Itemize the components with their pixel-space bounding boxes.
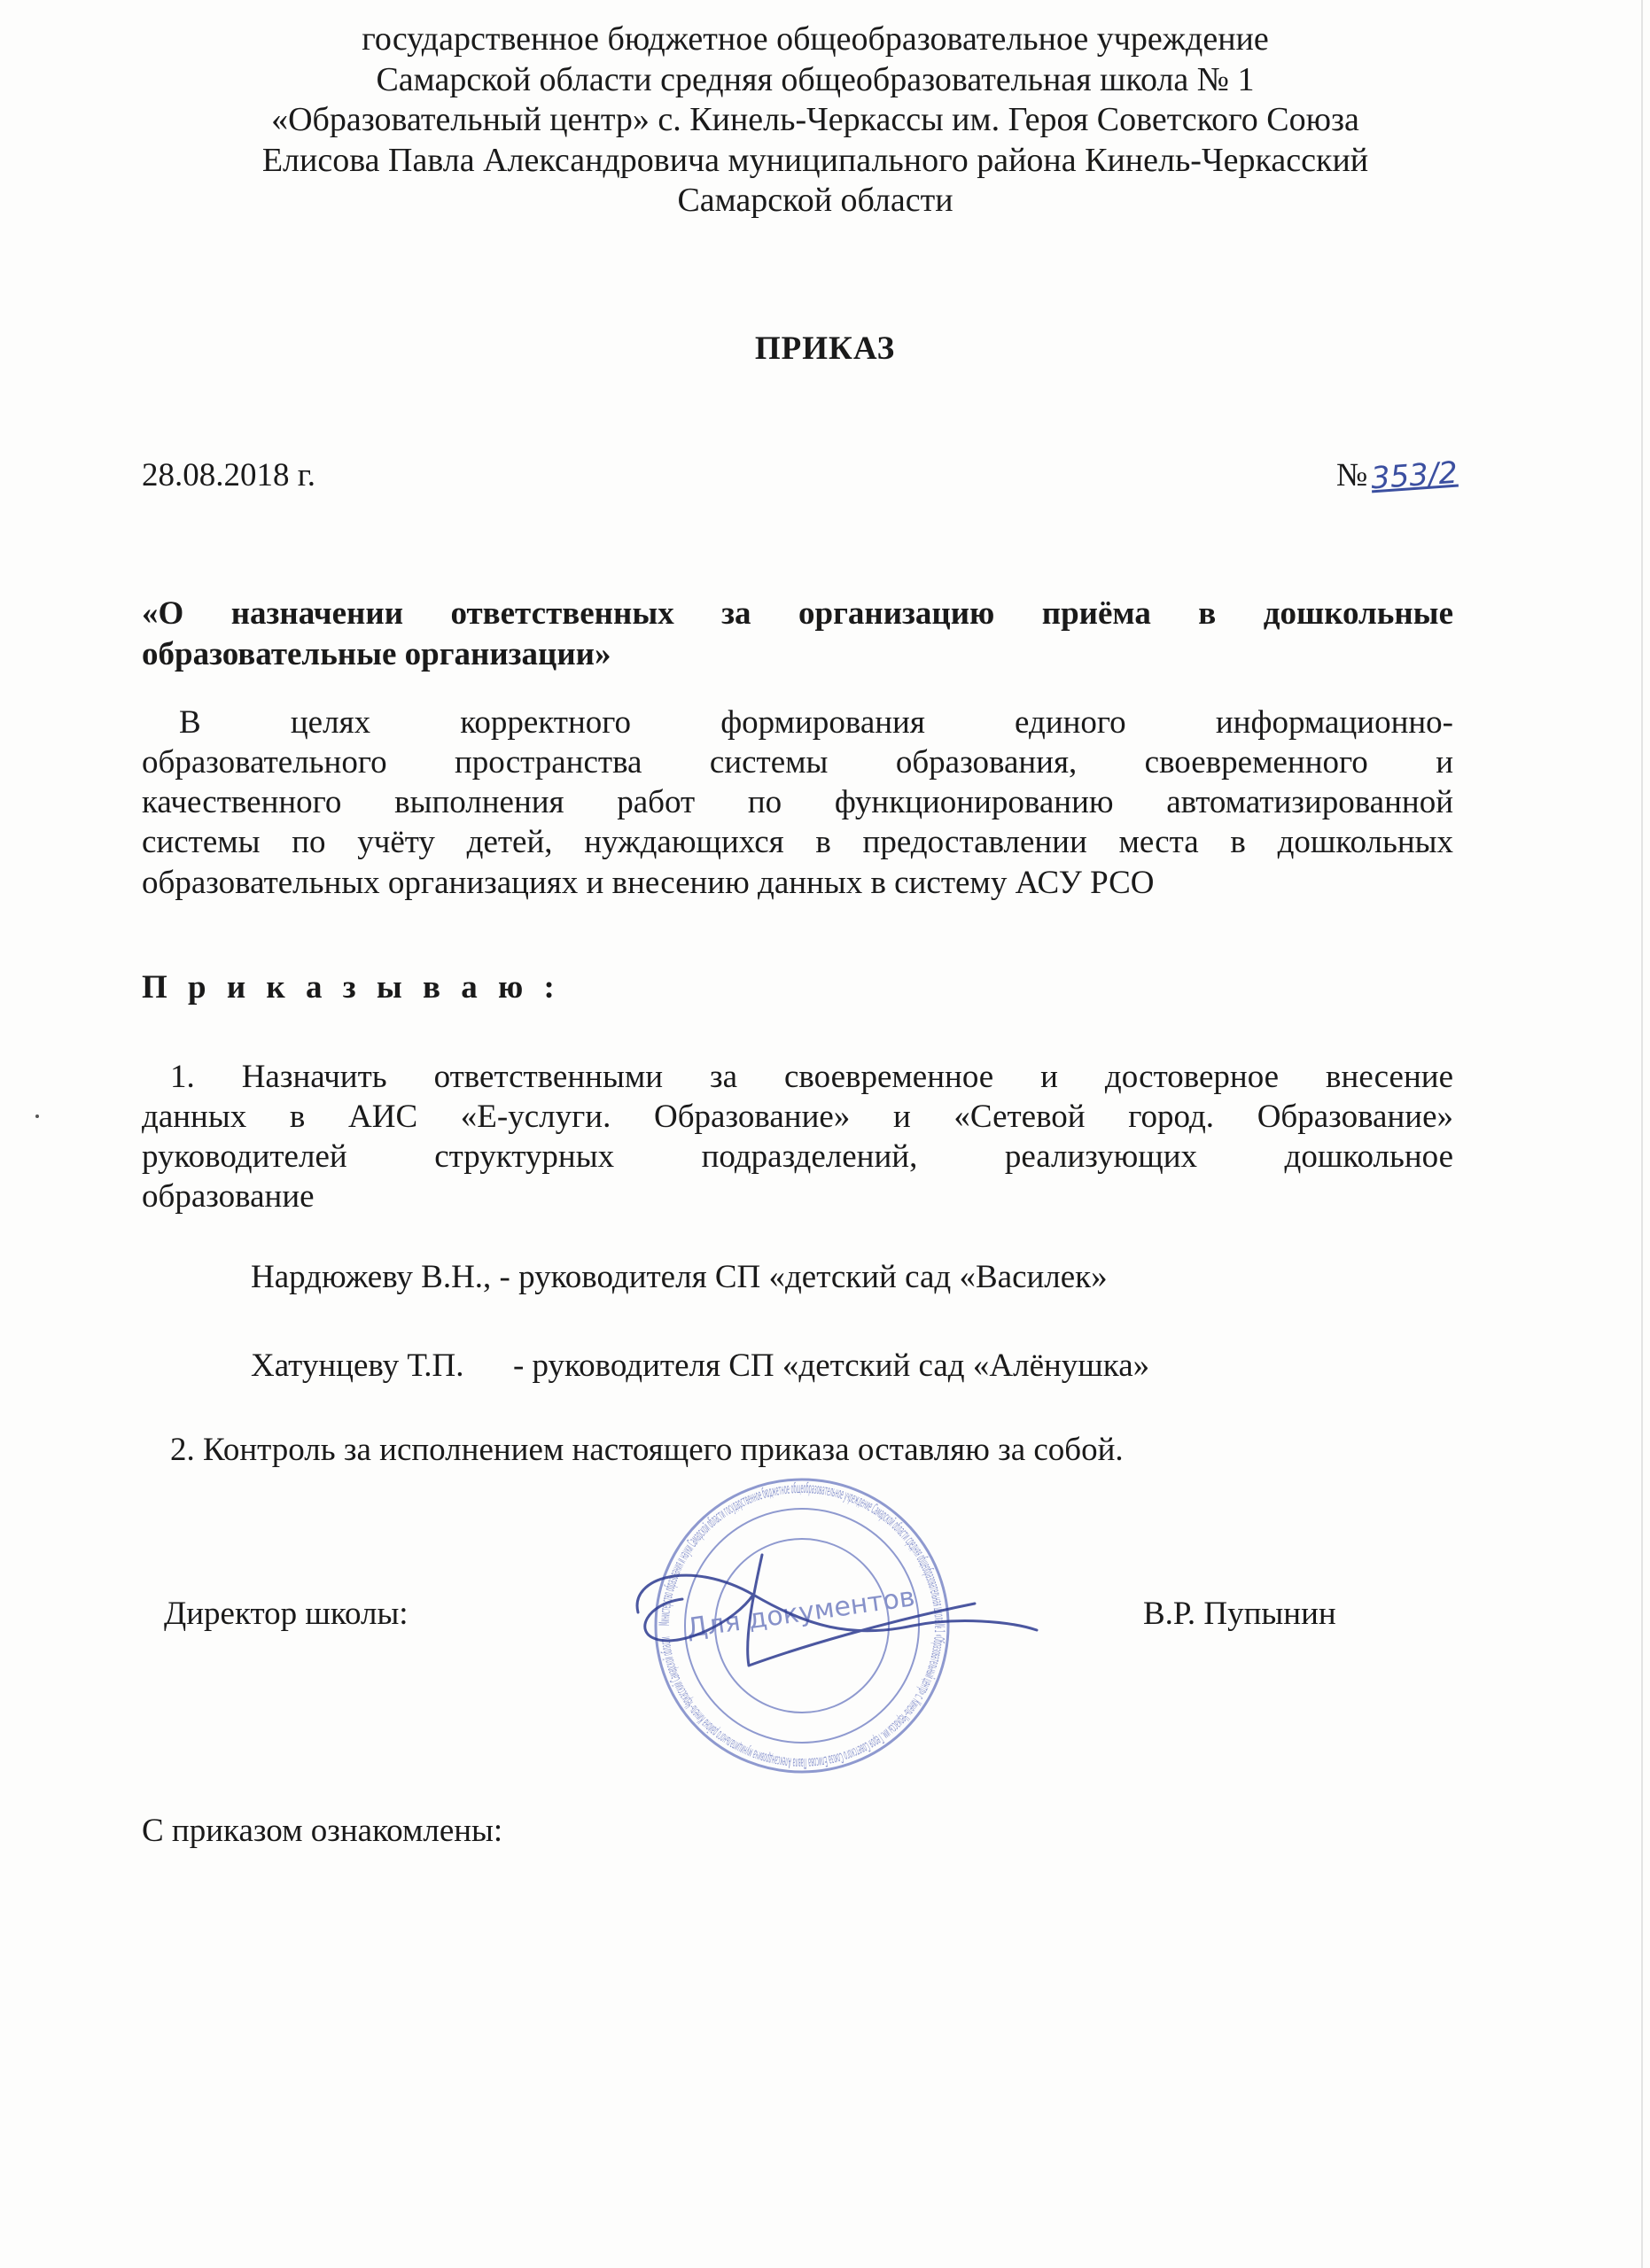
order-directive: П р и к а з ы в а ю : [142, 969, 561, 1006]
acquaintance-note: С приказом ознакомлены: [142, 1813, 503, 1849]
signature-position: Директор школы: [164, 1596, 409, 1632]
responsible-person: Нардюжеву В.Н., - руководителя СП «детский сад «Василек» [251, 1259, 1108, 1295]
preamble-line: образовательных организациях и внесению данных в систему АСУ РСО [142, 864, 1155, 901]
header-line: Самарской области средняя общеобразовательная школа № 1 [376, 60, 1255, 98]
handwritten-signature [620, 1542, 1046, 1683]
order-number [1336, 456, 1458, 495]
preamble-line: системы по учёту детей, нуждающихся в предоставлении места в дошкольных [142, 824, 1453, 861]
preamble-line: образовательного пространства системы образования, своевременного и [142, 744, 1453, 781]
subject-line: образовательные организации» [142, 636, 611, 673]
order-item-2: 2. Контроль за исполнением настоящего приказа оставляю за собой. [170, 1432, 1124, 1468]
stamp-center-text: Для документов [684, 1581, 917, 1644]
signature-scribble [620, 1542, 1046, 1683]
order-subject [142, 594, 1453, 676]
order-date: 28.08.2018 г. [142, 457, 316, 493]
signatory-name: В.Р. Пупынин [1143, 1596, 1336, 1632]
order-item-1 [142, 1057, 1453, 1217]
header-line: Елисова Павла Александровича муниципального района Кинель-Черкасский [261, 141, 1369, 179]
item-line: 1. Назначить ответственными за своевременное и достоверное внесение [170, 1059, 1453, 1095]
header-line: «Образовательный центр» с. Кинель-Черкассы им. Героя Советского Союза [271, 101, 1359, 139]
document-title: ПРИКАЗ [754, 330, 896, 367]
preamble-line: качественного выполнения работ по функционированию автоматизированной [142, 784, 1453, 821]
item-line: образование [142, 1178, 315, 1216]
header-line: государственное бюджетное общеобразовательное учреждение [362, 20, 1269, 58]
item-line: данных в АИС «Е-услуги. Образование» и «Сетевой город. Образование» [142, 1099, 1453, 1136]
stamp-ring-text: Министерство образования и науки Самарской области государственное бюджетное общеобразовательное учреждение Самарской области средняя общеобразовательная школа № 1 «Образовательный центр» с. Кинель-Черкассы им. Героя Советского Союза Елисова Павла Александровича муниципального района Кинель-Черкасский Самарской области [655, 1479, 949, 1773]
preamble-line: В целях корректного формирования единого информационно- [179, 704, 1453, 741]
preamble-paragraph [142, 703, 1453, 903]
scan-speck [35, 1115, 39, 1118]
number-sign: № [1336, 457, 1368, 493]
subject-line: «О назначении ответственных за организацию приёма в дошкольные [142, 595, 1453, 632]
organization-header [160, 19, 1471, 221]
item-line: руководителей структурных подразделений, реализующих дошкольное [142, 1138, 1453, 1176]
header-line: Самарской области [677, 182, 953, 220]
responsible-person: Хатунцеву Т.П. - руководителя СП «детский сад «Алёнушка» [251, 1348, 1150, 1384]
handwritten-number: 353/2 [1370, 454, 1459, 497]
